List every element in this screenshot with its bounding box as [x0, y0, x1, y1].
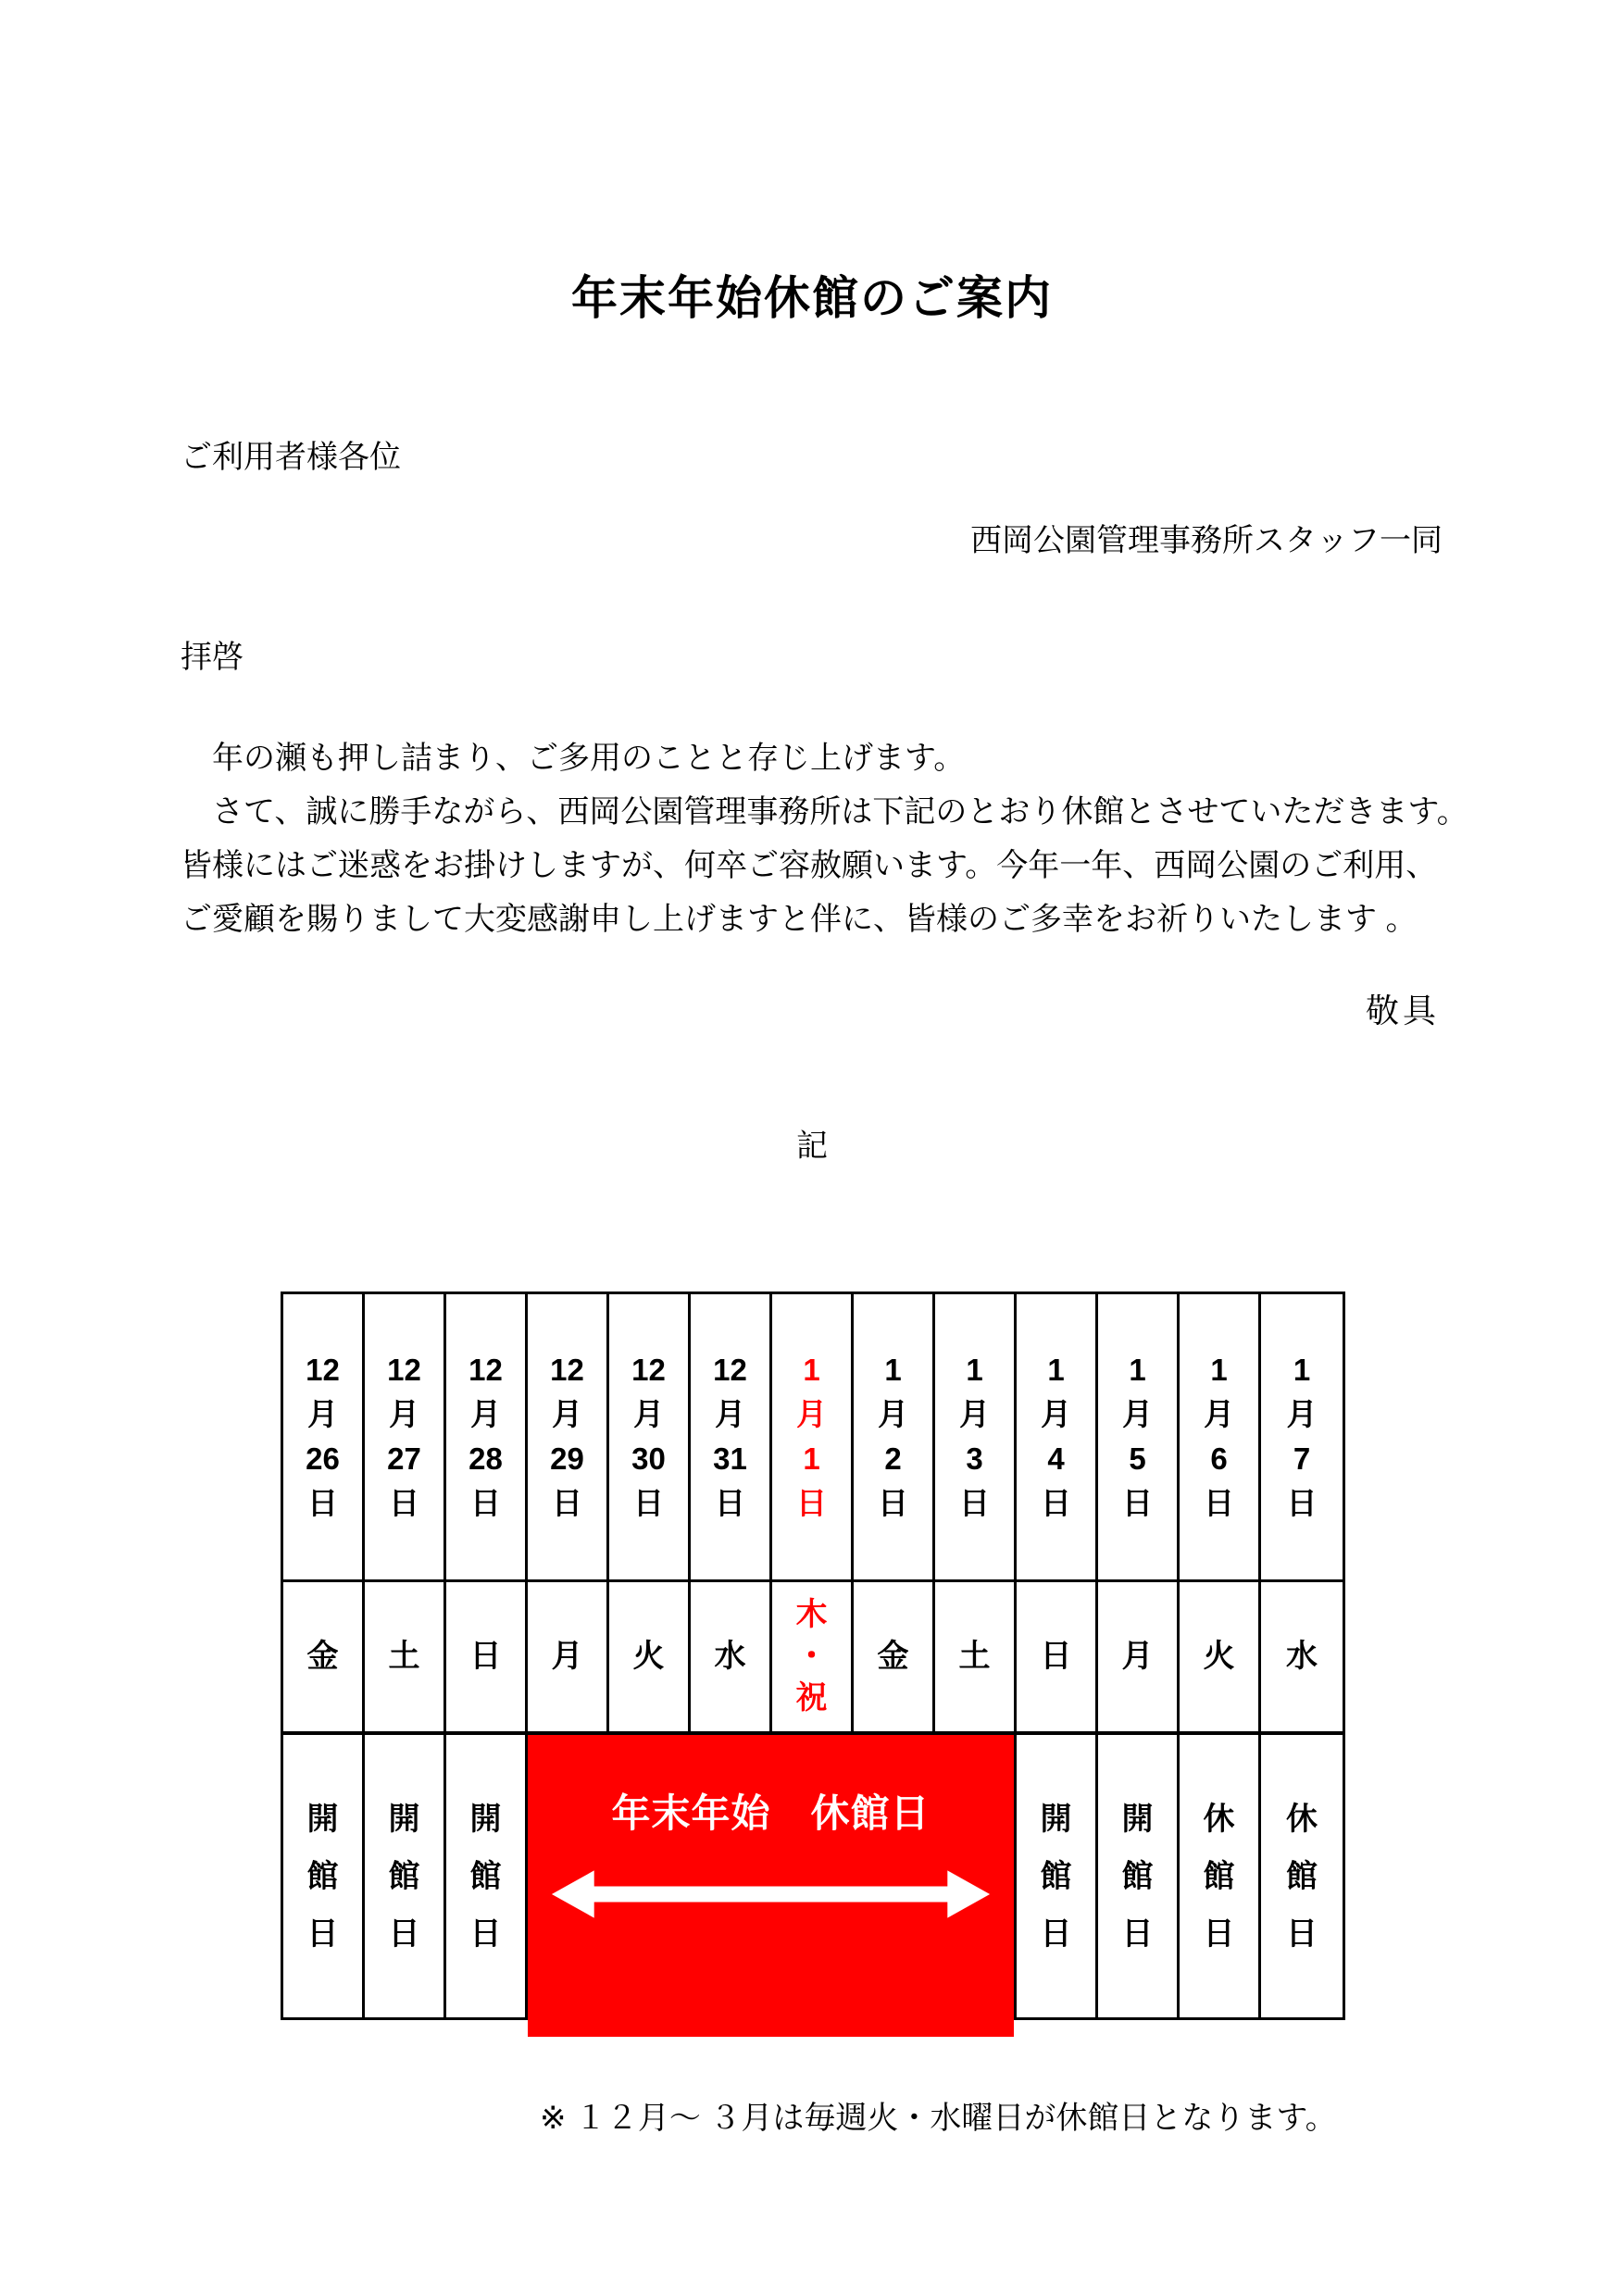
date-cell-text: 日	[552, 1486, 582, 1520]
recipient-line: ご利用者様各位	[181, 440, 401, 475]
date-cell-text: 12	[306, 1353, 340, 1387]
weekday-cell-text: 木	[795, 1597, 828, 1632]
date-cell-text: 5	[1129, 1441, 1146, 1476]
date-cell	[283, 1294, 365, 1582]
date-cell	[609, 1294, 691, 1582]
date-cell-text: 1	[1293, 1353, 1311, 1387]
date-cell-text: 1	[803, 1353, 820, 1387]
weekday-cell	[365, 1582, 446, 1735]
weekday-cell-text: ・	[795, 1639, 828, 1674]
date-cell-text: 27	[387, 1441, 421, 1476]
date-cell-text: 日	[389, 1486, 419, 1520]
weekday-cell	[1017, 1582, 1098, 1735]
weekday-cell-text: 土	[388, 1639, 420, 1674]
status-cell-text: 館	[306, 1858, 339, 1894]
page-title: 年末年始休館のご案内	[571, 271, 1053, 324]
date-cell-text: 月	[796, 1397, 827, 1431]
status-cell-text: 日	[1286, 1915, 1318, 1952]
status-cell	[283, 1735, 365, 2017]
date-cell-text: 月	[389, 1397, 419, 1431]
weekday-cell	[528, 1582, 609, 1735]
closure-banner-label: 年末年始 休館日	[611, 1791, 931, 1835]
date-cell-text: 月	[959, 1397, 990, 1431]
status-cell-text: 日	[1121, 1915, 1154, 1952]
weekday-cell	[935, 1582, 1017, 1735]
weekday-cell	[1261, 1582, 1343, 1735]
weekday-cell-text: 月	[551, 1639, 583, 1674]
weekday-cell-text: 水	[714, 1639, 746, 1674]
date-cell-text: 月	[1286, 1397, 1318, 1431]
salutation: 拝啓	[181, 640, 244, 675]
status-cell	[365, 1735, 446, 2017]
status-cell-text: 休	[1286, 1801, 1318, 1837]
date-cell-text: 7	[1293, 1441, 1311, 1476]
date-cell	[1017, 1294, 1098, 1582]
date-cell	[691, 1294, 772, 1582]
date-cell-text: 月	[1122, 1397, 1153, 1431]
status-cell-text: 日	[1040, 1915, 1072, 1952]
status-cell	[446, 1735, 528, 2017]
weekday-cell	[691, 1582, 772, 1735]
date-cell-text: 月	[552, 1397, 582, 1431]
date-cell	[854, 1294, 935, 1582]
date-cell-text: 1	[1047, 1353, 1065, 1387]
date-cell-text: 30	[631, 1441, 666, 1476]
date-cell	[528, 1294, 609, 1582]
weekday-cell-text: 月	[1121, 1639, 1154, 1674]
status-cell-text: 開	[1121, 1801, 1154, 1837]
status-cell	[1180, 1735, 1261, 2017]
date-cell-text: 日	[1041, 1486, 1071, 1520]
body-line: さて、誠に勝手ながら、西岡公園管理事務所は下記のとおり休館とさせていただきます。	[181, 794, 1468, 830]
status-cell-text: 館	[1286, 1858, 1318, 1894]
weekday-cell-text: 水	[1286, 1639, 1318, 1674]
date-cell	[772, 1294, 854, 1582]
status-cell-text: 館	[388, 1858, 420, 1894]
closure-banner-fill	[528, 1735, 1014, 2037]
status-cell	[1017, 1735, 1098, 2017]
date-cell-text: 12	[713, 1353, 747, 1387]
date-cell-text: 月	[1041, 1397, 1071, 1431]
weekday-cell-text: 日	[1040, 1639, 1072, 1674]
status-cell-text: 館	[1121, 1858, 1154, 1894]
date-cell-text: 12	[631, 1353, 666, 1387]
date-cell-text: 月	[878, 1397, 908, 1431]
body-line: 皆様にはご迷惑をお掛けしますが、何卒ご容赦願います。今年一年、西岡公園のご利用、	[181, 848, 1438, 883]
double-arrow-icon	[550, 1865, 992, 1924]
date-cell-text: 1	[803, 1441, 820, 1476]
date-cell-text: 日	[633, 1486, 664, 1520]
weekday-cell	[609, 1582, 691, 1735]
date-cell	[1180, 1294, 1261, 1582]
weekday-cell	[854, 1582, 935, 1735]
date-cell-text: 12	[387, 1353, 421, 1387]
date-cell	[1261, 1294, 1343, 1582]
date-cell-text: 1	[1129, 1353, 1146, 1387]
status-cell-text: 日	[469, 1915, 502, 1952]
sender-line: 西岡公園管理事務所スタッフ一同	[970, 523, 1443, 558]
footnote: ※ １２月～ ３月は毎週火・水曜日が休館日となります。	[540, 2101, 1337, 2136]
status-cell-text: 開	[1040, 1801, 1072, 1837]
date-cell-text: 日	[715, 1486, 745, 1520]
weekday-cell-text: 火	[632, 1639, 665, 1674]
weekday-cell-text: 金	[877, 1639, 909, 1674]
date-cell-text: 月	[633, 1397, 664, 1431]
body-line: 年の瀬も押し詰まり、ご多用のことと存じ上げます。	[181, 741, 966, 776]
date-cell-text: 28	[468, 1441, 503, 1476]
body-line: ご愛顧を賜りまして大変感謝申し上げますと伴に、皆様のご多幸をお祈りいたします 。	[181, 902, 1418, 937]
closure-calendar-table	[281, 1292, 1345, 2020]
date-cell-text: 12	[550, 1353, 584, 1387]
date-cell-text: 日	[1122, 1486, 1153, 1520]
status-cell-text: 日	[1203, 1915, 1235, 1952]
weekday-cell	[283, 1582, 365, 1735]
closing-word: 敬具	[1365, 992, 1440, 1029]
date-cell-text: 26	[306, 1441, 340, 1476]
status-cell-text: 開	[388, 1801, 420, 1837]
weekday-cell-text: 土	[958, 1639, 991, 1674]
date-cell-text: 日	[796, 1486, 827, 1520]
date-cell-text: 1	[966, 1353, 983, 1387]
date-cell	[446, 1294, 528, 1582]
date-cell	[1098, 1294, 1180, 1582]
status-cell-text: 館	[1203, 1858, 1235, 1894]
date-cell-text: 3	[966, 1441, 983, 1476]
date-cell-text: 日	[470, 1486, 501, 1520]
weekday-cell-text: 祝	[795, 1680, 828, 1716]
date-cell-text: 月	[1204, 1397, 1234, 1431]
date-cell-text: 2	[884, 1441, 902, 1476]
status-cell-text: 日	[388, 1915, 420, 1952]
date-cell-text: 4	[1047, 1441, 1065, 1476]
weekday-cell-text: 金	[306, 1639, 339, 1674]
date-cell-text: 日	[959, 1486, 990, 1520]
closure-banner	[528, 1735, 1017, 2017]
weekday-cell-text: 火	[1203, 1639, 1235, 1674]
record-marker: 記	[796, 1129, 828, 1164]
date-cell-text: 31	[713, 1441, 747, 1476]
weekday-cell	[446, 1582, 528, 1735]
date-cell-text: 日	[1286, 1486, 1318, 1520]
status-cell-text: 館	[1040, 1858, 1072, 1894]
date-cell-text: 月	[307, 1397, 338, 1431]
date-cell-text: 月	[715, 1397, 745, 1431]
status-cell-text: 開	[469, 1801, 502, 1837]
date-cell-text: 月	[470, 1397, 501, 1431]
date-cell-text: 1	[884, 1353, 902, 1387]
date-cell	[365, 1294, 446, 1582]
status-cell-text: 開	[306, 1801, 339, 1837]
status-cell-text: 館	[469, 1858, 502, 1894]
date-cell	[935, 1294, 1017, 1582]
body-paragraph	[181, 731, 1485, 946]
status-cell	[1261, 1735, 1343, 2017]
date-cell-text: 12	[468, 1353, 503, 1387]
weekday-cell	[772, 1582, 854, 1735]
weekday-cell	[1180, 1582, 1261, 1735]
date-cell-text: 日	[1204, 1486, 1234, 1520]
status-cell-text: 日	[306, 1915, 339, 1952]
weekday-cell	[1098, 1582, 1180, 1735]
date-cell-text: 1	[1210, 1353, 1228, 1387]
date-cell-text: 日	[878, 1486, 908, 1520]
date-cell-text: 6	[1210, 1441, 1228, 1476]
status-cell-text: 休	[1203, 1801, 1235, 1837]
date-cell-text: 日	[307, 1486, 338, 1520]
date-cell-text: 29	[550, 1441, 584, 1476]
weekday-cell-text: 日	[469, 1639, 502, 1674]
status-cell	[1098, 1735, 1180, 2017]
